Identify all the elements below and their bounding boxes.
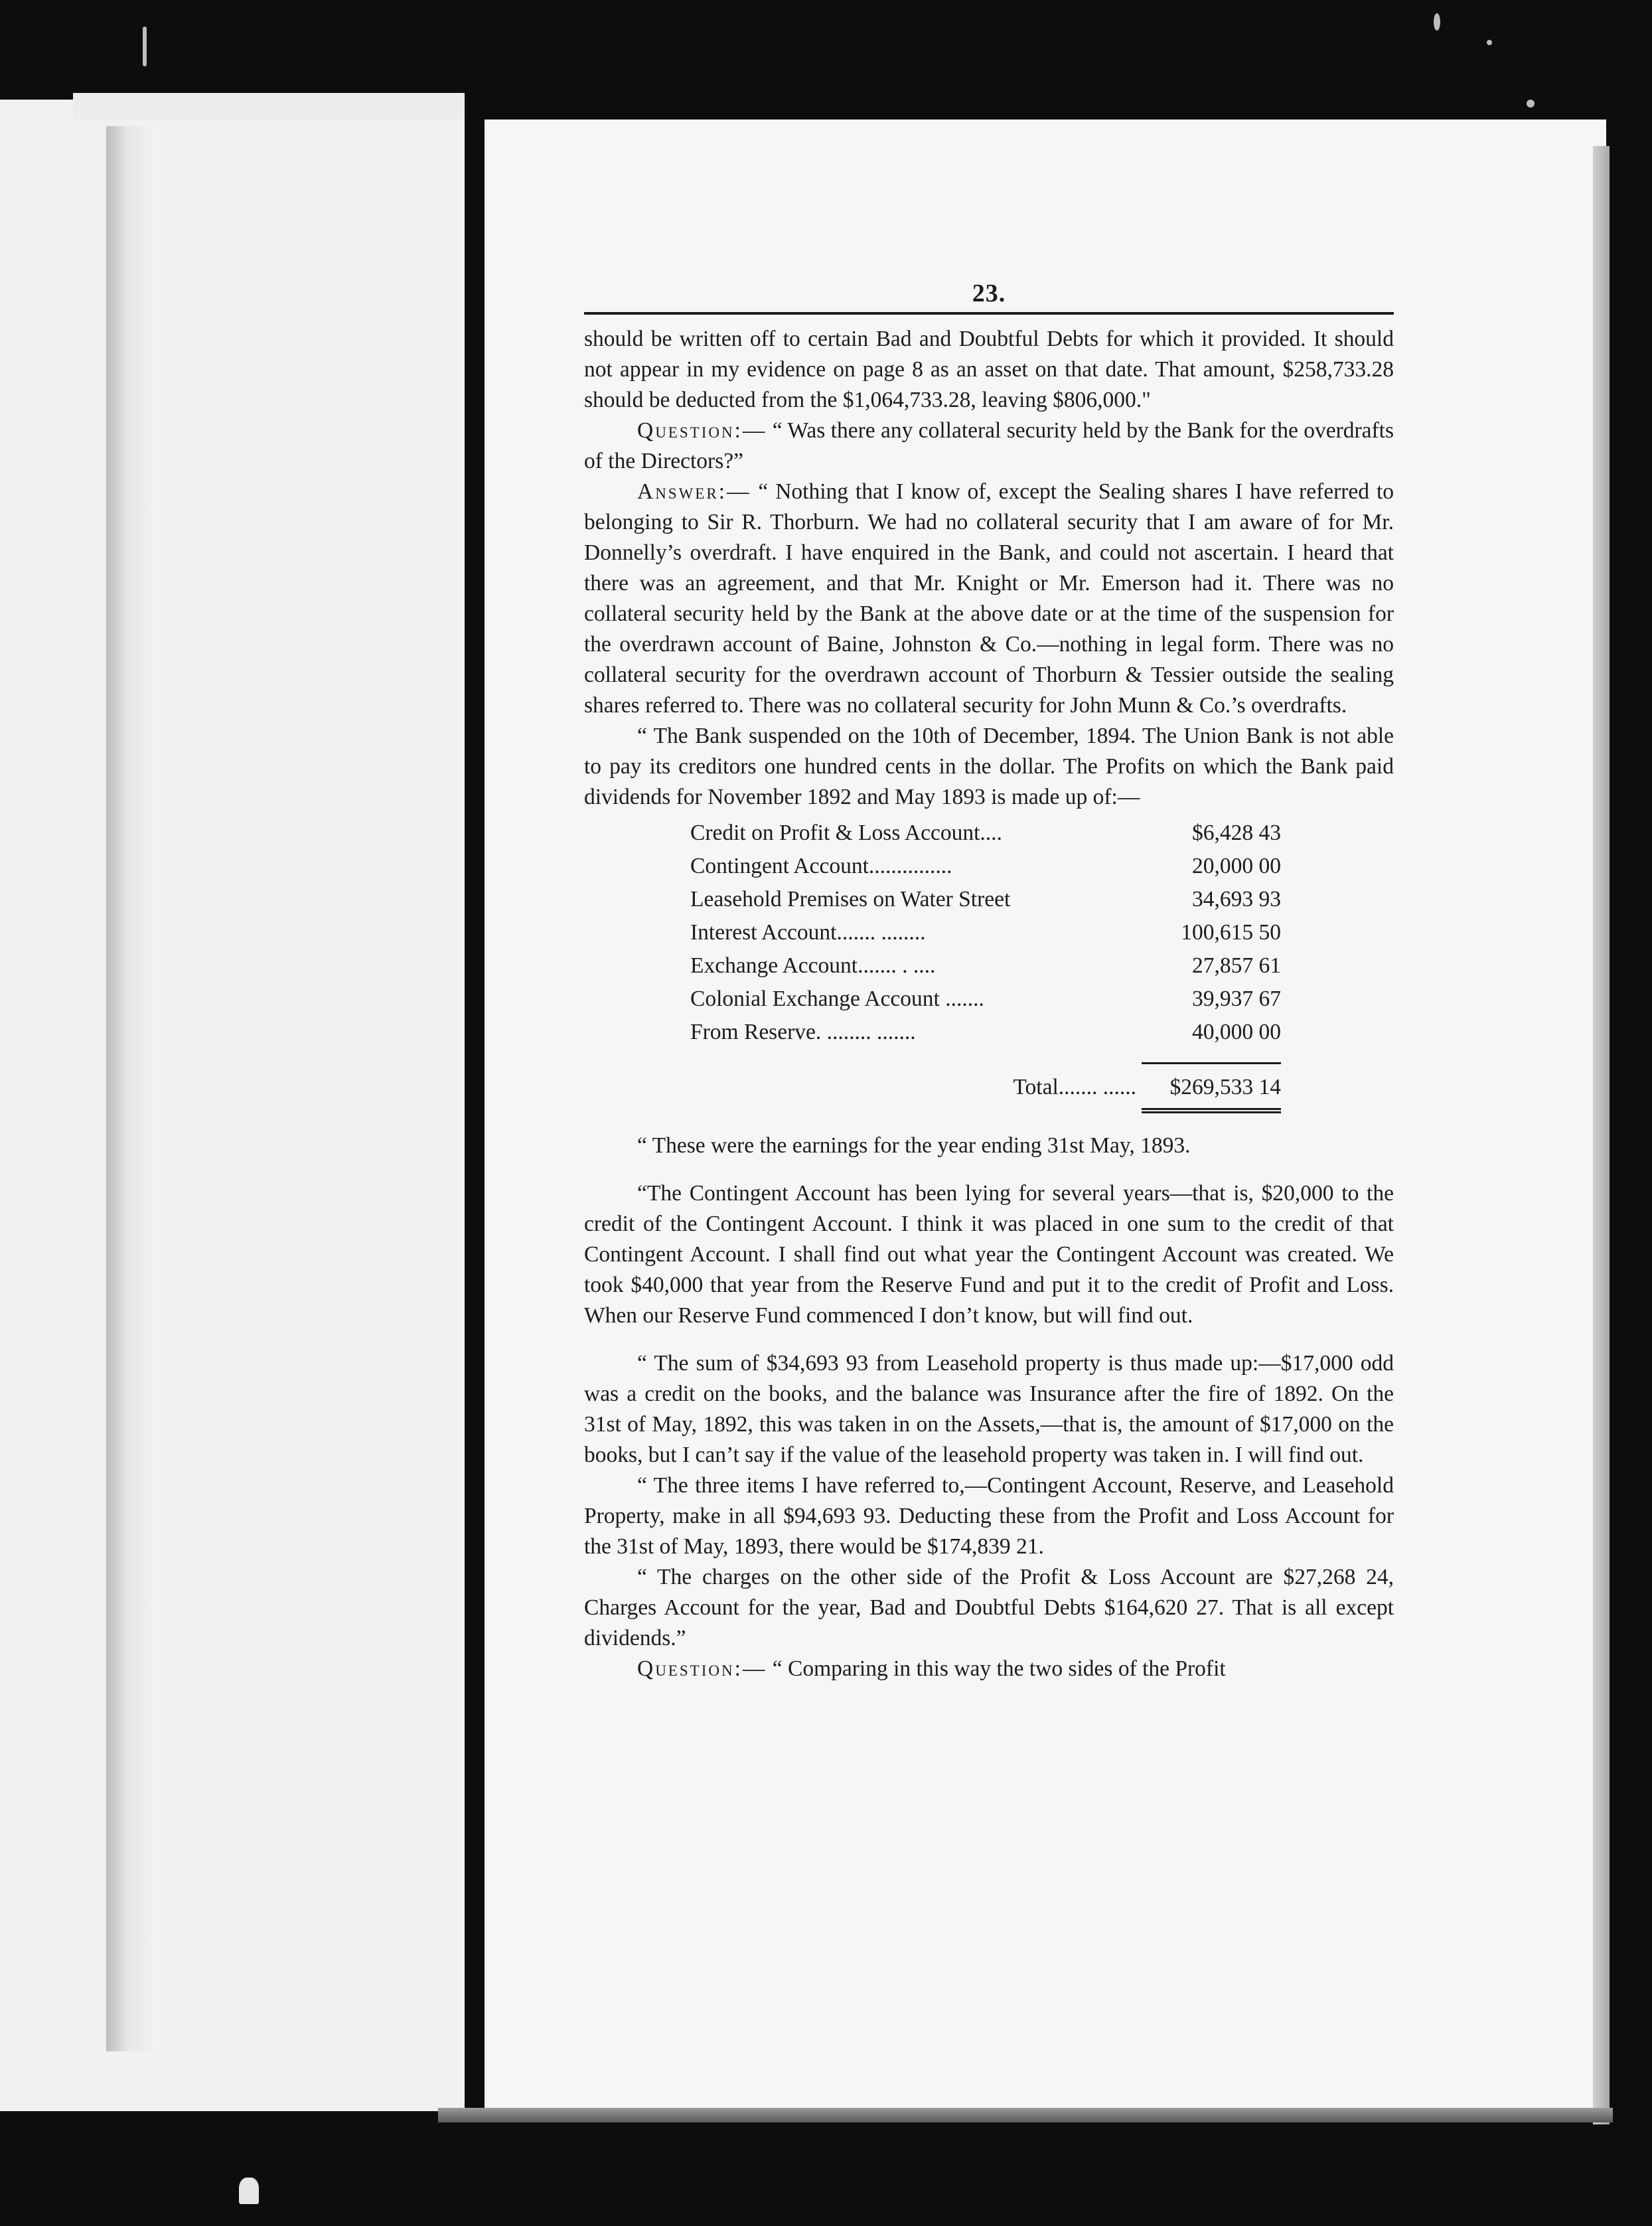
- ledger-amount: 27,857 61: [1192, 953, 1281, 978]
- paragraph: [584, 1654, 1394, 1684]
- film-speck: [1527, 100, 1535, 108]
- film-speck: [1434, 13, 1440, 31]
- ledger-sum-rule: [1142, 1062, 1281, 1064]
- ledger-amount: $6,428 43: [1192, 821, 1281, 845]
- film-speck: [143, 27, 147, 66]
- paragraph: [584, 324, 1394, 416]
- ledger-label: Leasehold Premises on Water Street: [690, 887, 1011, 912]
- profit-ledger: [690, 817, 1281, 1113]
- film-speck: [239, 2178, 259, 2204]
- paragraph-text: “ The charges on the other side of the Profit & Loss Account are $27,268 24, Charges Account for the year, Bad and Doubtful Debts $164,620 27. That is all except dividends.”: [584, 1565, 1394, 1650]
- paragraph: [584, 1178, 1394, 1331]
- film-speck: [1487, 40, 1492, 45]
- paragraphs-after-ledger: [584, 1131, 1394, 1684]
- ledger-row: [690, 916, 1281, 949]
- paragraph-text: “The Contingent Account has been lying for several years—that is, $20,000 to the credit of the Contingent Account. I think it was placed in one sum to the credit of that Contingent Account. I shall find out what year the Contingent Account was created. We took $40,000 that year from the Reserve Fund and put it to the credit of Profit and Loss. When our Reserve Fund commenced I don’t know, but will find out.: [584, 1181, 1394, 1328]
- document-text-column: [584, 279, 1394, 1684]
- paragraph: [584, 1131, 1394, 1161]
- paragraph: [584, 477, 1394, 721]
- book-bottom-edge: [438, 2108, 1613, 2122]
- speaker-lead: Question:—: [637, 1656, 767, 1681]
- ledger-row: [690, 983, 1281, 1016]
- speaker-lead: Answer:—: [637, 479, 751, 504]
- ledger-row: [690, 817, 1281, 850]
- header-rule: [584, 312, 1394, 315]
- ledger-label: Exchange Account....... . ....: [690, 953, 936, 978]
- ledger-double-rule: [1142, 1108, 1281, 1113]
- ledger-amount: 39,937 67: [1192, 987, 1281, 1011]
- ledger-total-amount: $269,533 14: [1169, 1075, 1281, 1099]
- left-blank-page: [0, 100, 465, 2111]
- ledger-total-row: [690, 1071, 1281, 1104]
- ledger-row: [690, 883, 1281, 916]
- ledger-amount: 20,000 00: [1192, 854, 1281, 878]
- page-edge-shadow: [1593, 146, 1610, 2124]
- speaker-lead: Question:—: [637, 418, 767, 443]
- paragraph: [584, 416, 1394, 477]
- ledger-total-label: Total....... ......: [1013, 1075, 1136, 1099]
- ledger-rows: [690, 817, 1281, 1049]
- ledger-row: [690, 949, 1281, 983]
- ledger-amount: 100,615 50: [1181, 920, 1281, 945]
- paragraph-text: “ These were the earnings for the year ending 31st May, 1893.: [637, 1133, 1191, 1158]
- paragraph: [584, 1471, 1394, 1562]
- paragraphs-before-ledger: [584, 324, 1394, 813]
- ledger-label: From Reserve. ........ .......: [690, 1020, 916, 1044]
- ledger-amount: 40,000 00: [1192, 1020, 1281, 1044]
- paragraph: [584, 1348, 1394, 1471]
- paragraph-text: should be written off to certain Bad and Doubtful Debts for which it provided. It should not appear in my evidence on page 8 as an asset on that date. That amount, $258,733.28 should be deducted from the $1,064,733.28, leaving $806,000.": [584, 327, 1394, 412]
- left-page-top-margin: [73, 93, 465, 119]
- ledger-row: [690, 850, 1281, 883]
- paragraph: [584, 1562, 1394, 1654]
- ledger-label: Contingent Account...............: [690, 854, 952, 878]
- ledger-label: Interest Account....... ........: [690, 920, 926, 945]
- ledger-label: Credit on Profit & Loss Account....: [690, 821, 1002, 845]
- paragraph: [584, 721, 1394, 813]
- ledger-row: [690, 1016, 1281, 1049]
- paragraph-text: “ The sum of $34,693 93 from Leasehold property is thus made up:—$17,000 odd was a credit on the books, and the balance was Insurance after the fire of 1892. On the 31st of May, 1892, this was taken in on the Assets,—that is, the amount of $17,000 on the books, but I can’t say if the value of the leasehold property was taken in. I will find out.: [584, 1351, 1394, 1467]
- paragraph-text: “ Was there any collateral security held by the Bank for the overdrafts of the Directors?”: [584, 418, 1394, 473]
- paragraph-text: “ The Bank suspended on the 10th of December, 1894. The Union Bank is not able to pay its creditors one hundred cents in the dollar. The Profits on which the Bank paid dividends for November 1892 and May 1893 is made up of:—: [584, 724, 1394, 809]
- paragraph-text: “ Nothing that I know of, except the Sealing shares I have referred to belonging to Sir R. Thorburn. We had no collateral security that I am aware of for Mr. Donnelly’s overdraft. I have enquired in the Bank, and could not ascertain. I heard that there was an agreement, and that Mr. Knight or Mr. Emerson had it. There was no collateral security held by the Bank at the above date or at the time of the suspension for the overdrawn account of Baine, Johnston & Co.—nothing in legal form. There was no collateral security for the overdrawn account of Thorburn & Tessier outside the sealing shares referred to. There was no collateral security for John Munn & Co.’s overdrafts.: [584, 479, 1394, 718]
- paragraph-text: “ Comparing in this way the two sides of the Profit: [772, 1656, 1226, 1681]
- left-page-fold-shadow: [106, 126, 159, 2051]
- ledger-amount: 34,693 93: [1192, 887, 1281, 912]
- page-number: 23.: [972, 279, 1006, 307]
- ledger-label: Colonial Exchange Account .......: [690, 987, 984, 1011]
- paragraph-text: “ The three items I have referred to,—Contingent Account, Reserve, and Leasehold Property, make in all $94,693 93. Deducting these from the Profit and Loss Account for the 31st of May, 1893, there would be $174,839 21.: [584, 1473, 1394, 1559]
